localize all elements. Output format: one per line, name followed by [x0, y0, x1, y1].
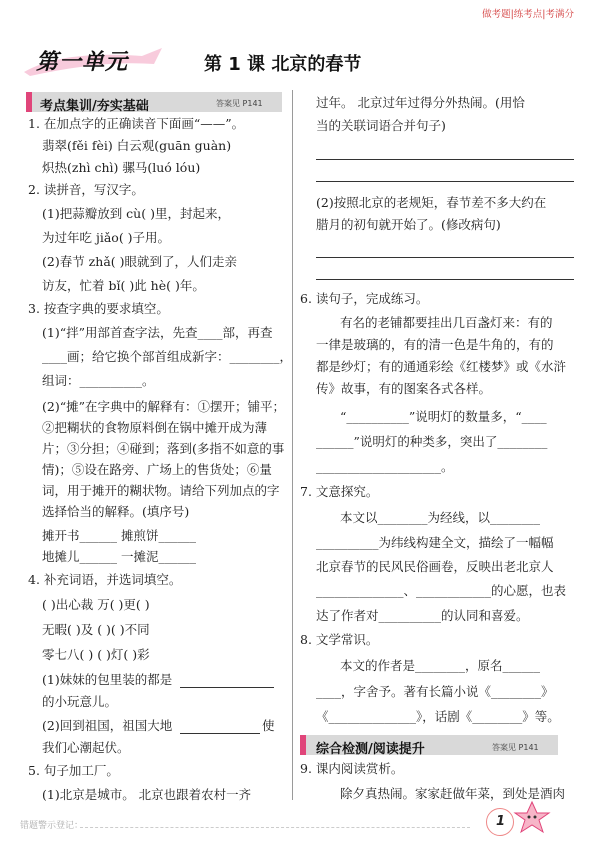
lesson-title: 第 1 课 北京的春节: [204, 54, 362, 75]
q2-line-d: 访友，忙着 bǐ( )此 hè( )年。: [42, 278, 205, 293]
header-tagline: 做考题|练考点|考满分: [482, 9, 574, 20]
q3-line-k: 地摊儿______ 一摊泥______: [42, 549, 196, 564]
answer-line[interactable]: [316, 257, 574, 258]
unit-title: 第一单元: [36, 50, 129, 75]
q8-line-c: 《______________》，话剧《________》等。: [316, 709, 560, 724]
q6-line-e: “__________”说明灯的数量多，“____: [340, 409, 547, 424]
q3-line-g: 情)；⑤设在路旁、广场上的售货处；⑥量: [42, 462, 272, 477]
q7-line-c: 北京春节的民风民俗画卷，反映出老北京人: [316, 559, 554, 574]
q4-line-a: ( )出心裁 万( )更( ): [42, 597, 150, 612]
answer-line[interactable]: [316, 279, 574, 280]
q4-line-b: 无暇( )及 ( )( )不同: [42, 622, 150, 637]
q3-line-j: 摊开书______ 摊煎饼______: [42, 528, 196, 543]
question-2: 2. 读拼音，写汉字。: [28, 182, 144, 197]
section-basics-title: 考点集训/夯实基础: [40, 99, 149, 114]
q6-line-c: 都是纱灯；有的通通彩绘《红楼梦》或《水浒: [316, 359, 567, 374]
footer-label: 错题警示登记：: [20, 821, 84, 831]
q3-line-i: 选择恰当的解释。(填序号): [42, 504, 190, 519]
q6-line-a: 有名的老铺都要挂出几百盏灯来：有的: [340, 315, 553, 330]
q2-line-c: (2)春节 zhǎ( )眼就到了，人们走亲: [42, 254, 237, 269]
r-line-3: (2)按照北京的老规矩，春节差不多大约在: [316, 195, 547, 210]
q8-line-b: ____，字舍予。著有长篇小说《________》: [316, 684, 554, 699]
q7-line-d: ______________、____________的心愿，也表: [316, 583, 567, 598]
answer-page-ref: 答案见 P141: [492, 743, 539, 752]
question-1: 1. 在加点字的正确读音下面画“——”。: [28, 116, 245, 131]
q2-line-a: (1)把蒜瓣放到 cù( )里，封起来，: [42, 206, 230, 221]
column-divider: [292, 90, 293, 800]
q4-line-d: (1)妹妹的包里装的都是: [42, 672, 173, 687]
question-7: 7. 文意探究。: [300, 484, 379, 499]
q7-line-e: 达了作者对__________的认同和喜爱。: [316, 608, 529, 623]
q5-line-a: (1)北京是城市。 北京也跟着农村一齐: [42, 787, 252, 802]
q9-line-a: 除夕真热闹。家家赶做年菜，到处是酒肉: [340, 786, 566, 801]
q4-line-e: 的小玩意儿。: [42, 694, 118, 709]
q3-line-h: 词，用于摊开的糊状物。请给下列加点的字: [42, 483, 280, 498]
q6-line-g: ____________________。: [316, 459, 454, 474]
q4-line-f-end: 使: [262, 718, 275, 733]
q4-line-c: 零七八( ) ( )灯( )彩: [42, 647, 150, 662]
answer-line[interactable]: [316, 159, 574, 160]
q3-line-a: (1)“拌”用部首查字法，先查____部，再查: [42, 325, 273, 340]
question-8: 8. 文学常识。: [300, 632, 379, 647]
q3-line-e: ②把糊状的食物原料倒在锅中摊开成为薄: [42, 420, 268, 435]
q2-line-b: 为过年吃 jiǎo( )子用。: [42, 230, 171, 245]
section-reading-title: 综合检测/阅读提升: [316, 742, 425, 757]
question-9: 9. 课内阅读赏析。: [300, 761, 404, 776]
q6-line-d: 传》故事，有的图案各式各样。: [316, 381, 492, 396]
r-line-1: 过年。 北京过年过得分外热闹。(用恰: [316, 95, 525, 110]
answer-blank[interactable]: [180, 733, 260, 734]
q3-line-f: 片；③分担；④碰到；落到(多指不如意的事: [42, 441, 285, 456]
q7-line-a: 本文以________为经线，以________: [340, 510, 541, 525]
question-4: 4. 补充词语，并选词填空。: [28, 572, 182, 587]
q3-line-c: 组词：__________。: [42, 373, 155, 388]
answer-page-ref: 答案见 P141: [216, 99, 263, 108]
r-line-2: 当的关联词语合并句子): [316, 118, 446, 133]
question-3: 3. 按查字典的要求填空。: [28, 301, 169, 316]
answer-blank[interactable]: [180, 687, 274, 688]
q7-line-b: __________为纬线构建全文，描绘了一幅幅: [316, 535, 554, 550]
q6-line-b: 一律是玻璃的，有的清一色是牛角的，有的: [316, 337, 554, 352]
q3-line-b: ____画；给它换个部首组成新字：________，: [42, 349, 293, 364]
q6-line-f: ______”说明灯的种类多，突出了________: [316, 434, 548, 449]
q1-line-a: 翡翠(fěi fèi) 白云观(guān guàn): [42, 138, 232, 153]
question-5: 5. 句子加工厂。: [28, 763, 119, 778]
answer-line[interactable]: [316, 181, 574, 182]
r-line-4: 腊月的初旬就开始了。(修改病句): [316, 217, 501, 232]
q3-line-d: (2)“摊”在字典中的解释有：①摆开；铺平；: [42, 399, 285, 414]
question-6: 6. 读句子，完成练习。: [300, 291, 429, 306]
q1-line-b: 炽热(zhì chì) 骡马(luó lóu): [42, 160, 201, 175]
q4-line-f: (2)回到祖国，祖国大地: [42, 718, 173, 733]
q8-line-a: 本文的作者是________，原名______: [340, 658, 541, 673]
star-mascot-icon: [512, 800, 552, 834]
page-number: 1: [496, 814, 506, 829]
footer-dashed-line: [80, 827, 470, 828]
q4-line-g: 我们心潮起伏。: [42, 740, 130, 755]
